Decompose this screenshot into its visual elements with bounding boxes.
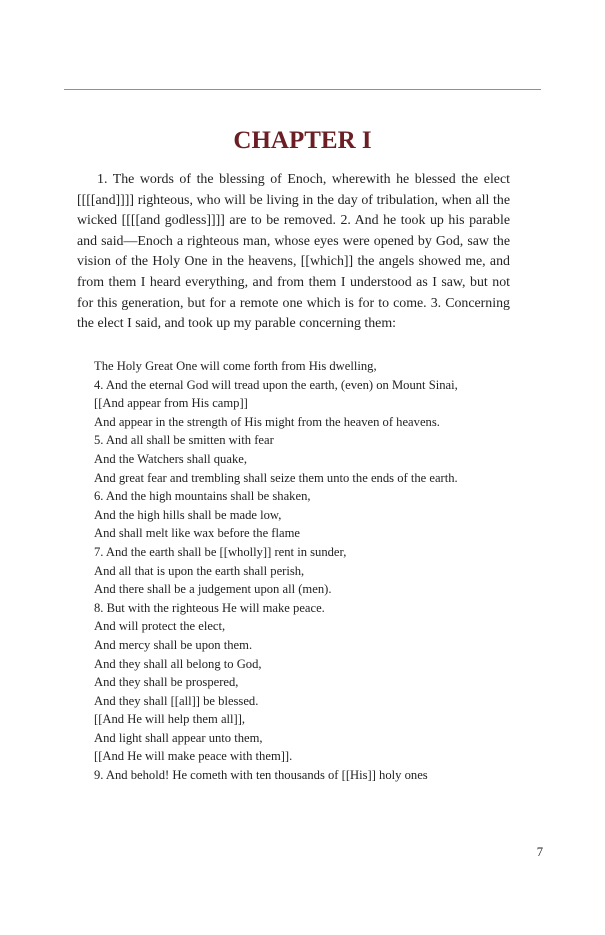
chapter-title: CHAPTER I: [233, 127, 372, 154]
verse-line: 8. But with the righteous He will make peace.: [94, 600, 325, 615]
verse-line: [[And He will help them all]],: [94, 712, 246, 727]
verse-line: 4. And the eternal God will tread upon the earth, (even) on Mount Sinai,: [94, 377, 458, 392]
chapter-paragraph: 1. The words of the blessing of Enoch, wherewith he blessed the elect [[[[and]]]] righteous, who will be living in the day of tribulation, when all the wicked [[[[and godless]]]] are to be removed. 2. And he took up his parable and said—Enoch a righteous man, whose eyes were opened by God, saw the vision of the Holy One in the heavens, [[which]] the angels showed me, and from them I heard everything, and from them I understood as I saw, but not for this generation, but for a remote one which is for to come. 3. Concerning the elect I said, and took up my parable concerning them:: [77, 172, 510, 332]
verse-line: 6. And the high mountains shall be shaken,: [94, 489, 311, 504]
verse-line: And all that is upon the earth shall perish,: [94, 563, 305, 578]
verse-line: [[And appear from His camp]]: [94, 396, 248, 411]
verse-line: 7. And the earth shall be [[wholly]] rent in sunder,: [94, 544, 347, 559]
verse-line: And there shall be a judgement upon all (men).: [94, 582, 332, 597]
verse-line: [[And He will make peace with them]].: [94, 749, 293, 764]
verse-line: And they shall all belong to God,: [94, 656, 262, 671]
verse-line: And mercy shall be upon them.: [94, 637, 253, 652]
verse-line: And light shall appear unto them,: [94, 730, 263, 745]
verse-block: [94, 357, 510, 785]
verse-line: 5. And all shall be smitten with fear: [94, 433, 274, 448]
page-number: 7: [536, 845, 543, 859]
verse-line: And they shall [[all]] be blessed.: [94, 693, 259, 708]
verse-line: And shall melt like wax before the flame: [94, 526, 300, 541]
verse-line: And they shall be prospered,: [94, 675, 239, 690]
verse-line: 9. And behold! He cometh with ten thousands of [[His]] holy ones: [94, 768, 428, 783]
verse-line: And the high hills shall be made low,: [94, 507, 282, 522]
verse-line: And appear in the strength of His might from the heaven of heavens.: [94, 414, 440, 429]
verse-line: And great fear and trembling shall seize them unto the ends of the earth.: [94, 470, 458, 485]
verse-line: And will protect the elect,: [94, 619, 226, 634]
header-rule: [64, 89, 541, 90]
verse-line: The Holy Great One will come forth from His dwelling,: [94, 359, 377, 373]
verse-line: And the Watchers shall quake,: [94, 451, 247, 466]
